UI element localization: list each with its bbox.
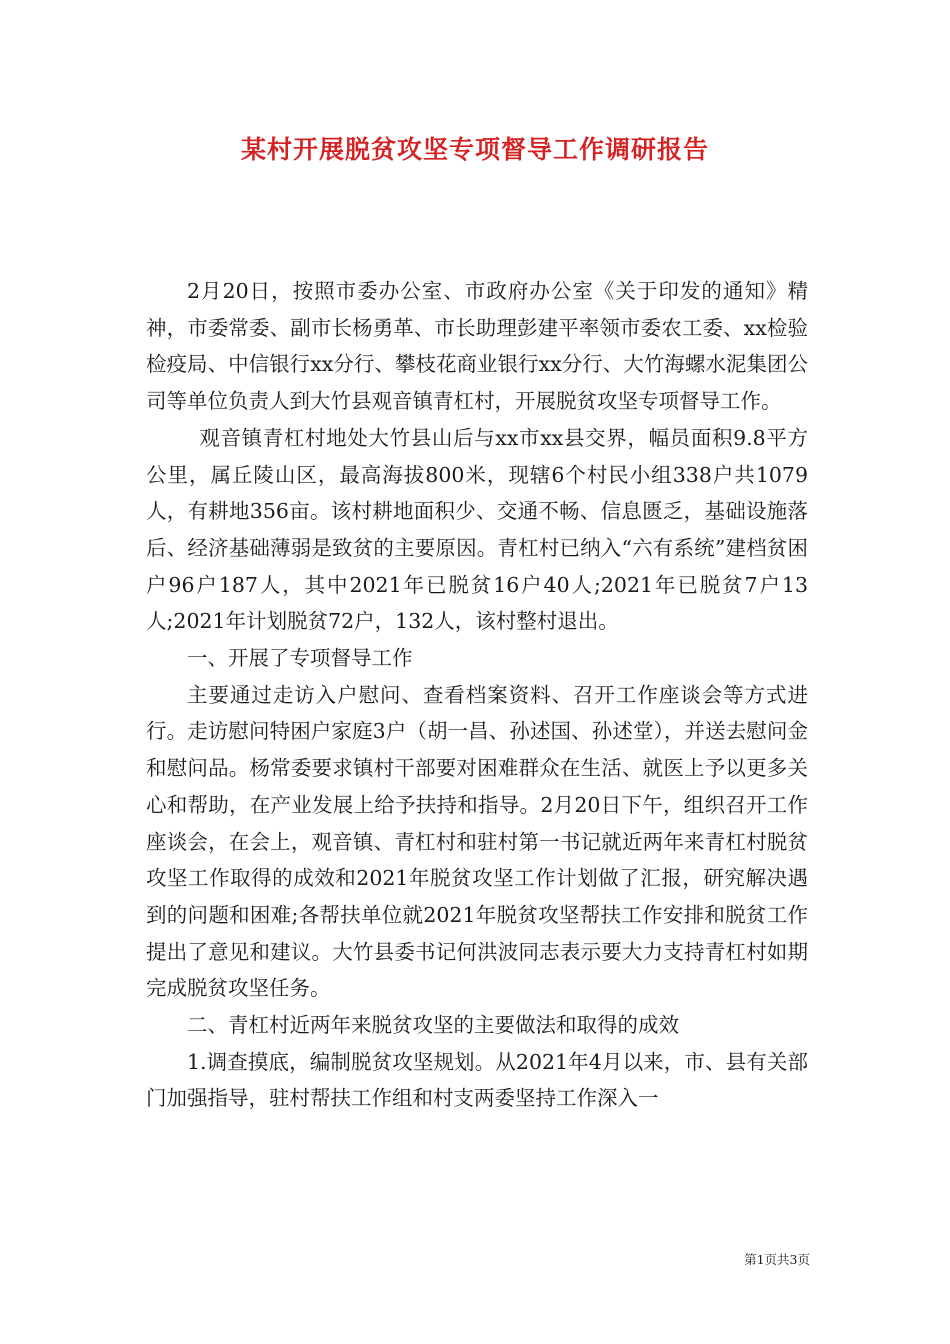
section-heading-1: 一、开展了专项督导工作 — [187, 646, 413, 671]
document-title: 某村开展脱贫攻坚专项督导工作调研报告 — [240, 135, 709, 164]
paragraph-intro: 2月20日，按照市委办公室、市政府办公室《关于印发的通知》精神，市委常委、副市长杨勇革、市长助理彭建平率领市委农工委、xx检验检疫局、中信银行xx分行、攀枝花商业银行xx分行、大竹海螺水泥集团公司等单位负责人到大竹县观音镇青杠村，开展脱贫攻坚专项督导工作。 — [146, 279, 808, 414]
paragraph-village-overview: 观音镇青杠村地处大竹县山后与xx市xx县交界，幅员面积9.8平方公里，属丘陵山区，最高海拔800米，现辖6个村民小组338户共1079人，有耕地356亩。该村耕地面积少、交通不畅、信息匮乏，基础设施落后、经济基础薄弱是致贫的主要原因。青杠村已纳入“六有系统”建档贫困户96户187人，其中2021年已脱贫16户40人;2021年已脱贫7户13人;2021年计划脱贫72户，132人，该村整村退出。 — [146, 425, 808, 634]
paragraph-supervision-work: 主要通过走访入户慰问、查看档案资料、召开工作座谈会等方式进行。走访慰问特困户家庭3户（胡一昌、孙述国、孙述堂），并送去慰问金和慰问品。杨常委要求镇村干部要对困难群众在生活、就医上予以更多关心和帮助，在产业发展上给予扶持和指导。2月20日下午，组织召开工作座谈会，在会上，观音镇、青杠村和驻村第一书记就近两年来青杠村脱贫攻坚工作取得的成效和2021年脱贫攻坚工作计划做了汇报，研究解决遇到的问题和困难;各帮扶单位就2021年脱贫攻坚帮扶工作安排和脱贫工作提出了意见和建议。大竹县委书记何洪波同志表示要大力支持青杠村如期完成脱贫攻坚任务。 — [146, 682, 808, 1001]
section-heading-2: 二、青杠村近两年来脱贫攻坚的主要做法和取得的成效 — [187, 1013, 679, 1038]
paragraph-survey-planning: 1.调查摸底，编制脱贫攻坚规划。从2021年4月以来，市、县有关部门加强指导，驻村帮扶工作组和村支两委坚持工作深入一 — [146, 1049, 808, 1111]
page-number-footer: 第1页共3页 — [744, 1252, 810, 1267]
document-body — [146, 273, 808, 1117]
